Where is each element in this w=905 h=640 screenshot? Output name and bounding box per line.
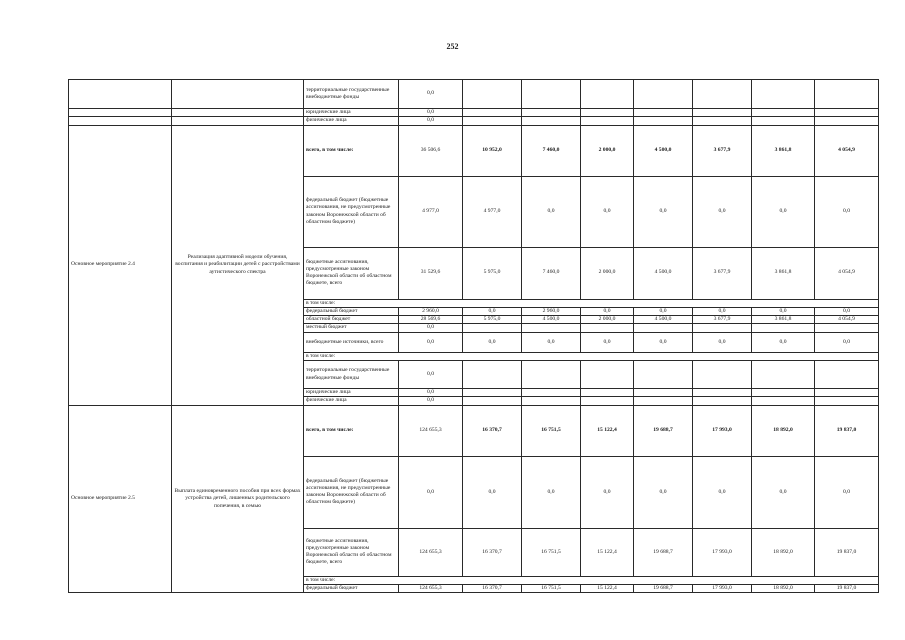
table-row [69,405,879,456]
subheading: в том числе: [304,576,879,584]
total-value: 2 960,0 [399,307,463,315]
year-value: 15 122,4 [581,528,634,576]
total-value: 4 977,0 [399,176,463,247]
table-row [69,80,879,109]
event-title: Основное мероприятие 2.4 [69,125,172,405]
total-value: 0,0 [399,80,463,109]
year-value: 2 960,0 [522,307,581,315]
year-value: 4 500,0 [634,316,693,324]
year-value: 0,0 [522,176,581,247]
year-value: 0,0 [463,307,522,315]
year-value: 7 460,0 [522,125,581,176]
year-value: 0,0 [752,176,815,247]
budget-table [68,79,879,593]
total-value: 124 655,3 [399,584,463,592]
year-value: 16 370,7 [463,528,522,576]
year-value: 16 370,7 [463,584,522,592]
year-value: 0,0 [815,176,879,247]
year-value: 0,0 [752,332,815,352]
total-value: 28 569,6 [399,316,463,324]
event-description: Выплата единовременного пособия при всех формах устройства детей, лишенных родительского попечения, в семью [172,405,304,593]
year-value: 7 460,0 [522,247,581,299]
total-value: 0,0 [399,332,463,352]
event-title: Основное мероприятие 2.5 [69,405,172,593]
funding-source: федеральный бюджет [304,584,399,592]
year-value: 0,0 [693,307,752,315]
year-value: 10 952,0 [463,125,522,176]
year-value: 5 975,0 [463,316,522,324]
year-value: 18 892,0 [752,405,815,456]
total-value: 0,0 [399,109,463,117]
year-value: 16 751,5 [522,405,581,456]
year-value: 18 892,0 [752,528,815,576]
year-value: 16 751,5 [522,584,581,592]
funding-source: территориальные государственные внебюджетные фонды [304,80,399,109]
year-value: 0,0 [522,456,581,528]
year-value: 18 892,0 [752,584,815,592]
year-value: 2 000,0 [581,316,634,324]
table-row [69,125,879,176]
year-value: 4 500,0 [522,316,581,324]
event-description: Реализация адаптивной модели обучения, воспитания и реабилитации детей с расстройствами аутистического спектра [172,125,304,405]
year-value: 4 500,0 [634,125,693,176]
funding-source: физические лица [304,117,399,125]
funding-source: областной бюджет [304,316,399,324]
year-value: 3 861,8 [752,125,815,176]
funding-source: юридические лица [304,389,399,397]
year-value: 15 122,4 [581,405,634,456]
year-value: 0,0 [815,456,879,528]
funding-source: федеральный бюджет [304,307,399,315]
funding-source: юридические лица [304,109,399,117]
year-value: 0,0 [634,456,693,528]
total-value: 0,0 [399,397,463,405]
total-value: 0,0 [399,389,463,397]
event-name-cell [172,80,304,109]
year-value: 19 688,7 [634,405,693,456]
funding-source: бюджетные ассигнования, предусмотренные законом Воронежской области об областном бюджете, всего [304,247,399,299]
year-value: 0,0 [693,456,752,528]
year-value: 3 677,9 [693,316,752,324]
year-value: 4 054,9 [815,316,879,324]
total-value: 0,0 [399,456,463,528]
year-value: 16 751,5 [522,528,581,576]
year-value: 2 000,0 [581,125,634,176]
year-value: 17 993,0 [693,528,752,576]
year-value: 0,0 [634,307,693,315]
year-value: 19 837,0 [815,528,879,576]
year-value: 17 993,0 [693,405,752,456]
year-value: 0,0 [815,332,879,352]
year-value: 3 677,9 [693,247,752,299]
year-value: 5 975,0 [463,247,522,299]
year-value: 4 977,0 [463,176,522,247]
total-value: 0,0 [399,324,463,332]
year-value: 0,0 [522,332,581,352]
table-row [69,109,879,117]
year-value: 0,0 [581,176,634,247]
year-value: 17 993,0 [693,584,752,592]
year-value: 0,0 [581,456,634,528]
year-value: 3 861,8 [752,316,815,324]
total-value: 0,0 [399,361,463,389]
year-value: 0,0 [581,332,634,352]
total-value: 124 655,3 [399,528,463,576]
year-value: 4 054,9 [815,125,879,176]
total-value: 124 655,3 [399,405,463,456]
event-cell [69,80,172,109]
year-value: 2 000,0 [581,247,634,299]
funding-source: всего, в том числе: [304,405,399,456]
table-row [69,117,879,125]
funding-source: физические лица [304,397,399,405]
year-value: 3 677,9 [693,125,752,176]
total-value: 31 529,6 [399,247,463,299]
funding-source: федеральный бюджет (бюджетные ассигнования, не предусмотренные законом Воронежской области об областном бюджете) [304,176,399,247]
year-value: 3 861,8 [752,247,815,299]
year-value: 16 370,7 [463,405,522,456]
year-value: 19 688,7 [634,528,693,576]
year-value: 19 688,7 [634,584,693,592]
funding-source: федеральный бюджет (бюджетные ассигнования, не предусмотренные законом Воронежской области об областном бюджете) [304,456,399,528]
funding-source: территориальные государственные внебюджетные фонды [304,361,399,389]
funding-source: всего, в том числе: [304,125,399,176]
page-number: 252 [446,42,459,51]
year-value: 4 500,0 [634,247,693,299]
year-value: 0,0 [815,307,879,315]
year-value: 4 054,9 [815,247,879,299]
year-value: 0,0 [752,307,815,315]
subheading: в том числе: [304,299,879,307]
total-value: 0,0 [399,117,463,125]
year-value: 19 837,0 [815,405,879,456]
year-value: 0,0 [634,332,693,352]
year-value: 0,0 [752,456,815,528]
year-value: 0,0 [463,456,522,528]
funding-source: внебюджетные источники, всего [304,332,399,352]
funding-source: местный бюджет [304,324,399,332]
subheading: в том числе: [304,352,879,360]
year-value: 0,0 [693,176,752,247]
year-value: 19 837,0 [815,584,879,592]
funding-source: бюджетные ассигнования, предусмотренные законом Воронежской области об областном бюджете, всего [304,528,399,576]
year-value: 0,0 [463,332,522,352]
total-value: 36 506,6 [399,125,463,176]
year-value: 15 122,4 [581,584,634,592]
year-value: 0,0 [693,332,752,352]
year-value: 0,0 [634,176,693,247]
year-value: 0,0 [581,307,634,315]
